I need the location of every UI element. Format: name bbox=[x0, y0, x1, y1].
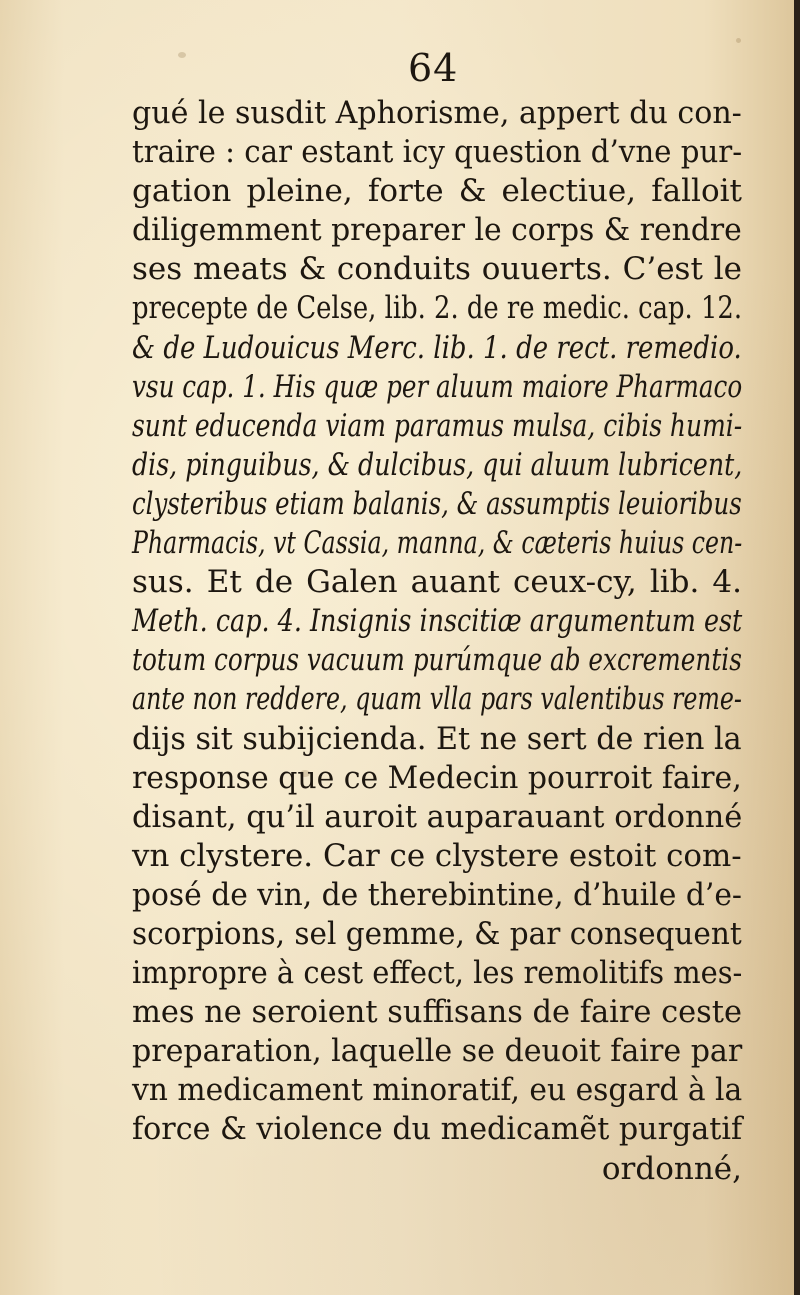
foxing-spot bbox=[178, 52, 186, 58]
text-line: Pharmacis, vt Cassia, manna, & cæteris huius cen- bbox=[132, 525, 743, 562]
text-line: sunt educenda viam paramus mulsa, cibis humi- bbox=[132, 407, 743, 444]
text-line: disant, qu’il auroit auparauant ordonné bbox=[132, 798, 743, 835]
text-line: ordonné, bbox=[601, 1150, 742, 1187]
text-line: ses meats & conduits ouuerts. C’est le bbox=[132, 251, 743, 288]
text-line: gué le susdit Aphorisme, appert du con- bbox=[132, 95, 742, 131]
text-block bbox=[132, 94, 742, 1189]
text-line: preparation, laquelle se deuoit faire par bbox=[132, 1033, 743, 1070]
text-line: impropre à cest effect, les remolitifs mes- bbox=[132, 955, 743, 992]
text-line: posé de vin, de therebintine, d’huile d’e- bbox=[132, 876, 742, 913]
text-line: vn clystere. Car ce clystere estoit com- bbox=[132, 837, 742, 874]
page-edge bbox=[794, 0, 800, 1295]
text-line: scorpions, sel gemme, & par consequent bbox=[132, 915, 742, 952]
text-line: vsu cap. 1. His quæ per aluum maiore Pharmaco bbox=[132, 368, 743, 405]
page-number: 64 bbox=[408, 46, 459, 90]
text-line: diligemment preparer le corps & rendre bbox=[132, 212, 742, 249]
text-line: & de Ludouicus Merc. lib. 1. de rect. remedio. bbox=[132, 329, 742, 366]
text-line: precepte de Celse, lib. 2. de re medic. cap. 12. bbox=[132, 290, 743, 327]
foxing-spot bbox=[736, 38, 741, 43]
text-line: mes ne seroient suffisans de faire ceste bbox=[132, 994, 743, 1031]
text-line: clysteribus etiam balanis, & assumptis leuioribus bbox=[132, 485, 742, 522]
text-line: response que ce Medecin pourroit faire, bbox=[132, 759, 742, 796]
text-line: dis, pinguibus, & dulcibus, qui aluum lubricent, bbox=[132, 446, 743, 483]
text-line: Meth. cap. 4. Insignis inscitiæ argumentum est bbox=[132, 603, 743, 640]
text-line: dijs sit subijcienda. Et ne sert de rien la bbox=[132, 720, 742, 757]
text-line: ante non reddere, quam vlla pars valentibus reme- bbox=[132, 681, 742, 718]
text-line: gation pleine, forte & electiue, falloit bbox=[132, 173, 743, 210]
text-line: traire : car estant icy question d’vne pur- bbox=[132, 134, 743, 171]
text-line: vn medicament minoratif, eu esgard à la bbox=[132, 1072, 743, 1109]
text-line: totum corpus vacuum purúmque ab excrementis bbox=[132, 642, 742, 679]
text-line: force & violence du medicamẽt purgatif bbox=[132, 1111, 743, 1148]
text-line: sus. Et de Galen auant ceux-cy, lib. 4. bbox=[132, 564, 742, 601]
